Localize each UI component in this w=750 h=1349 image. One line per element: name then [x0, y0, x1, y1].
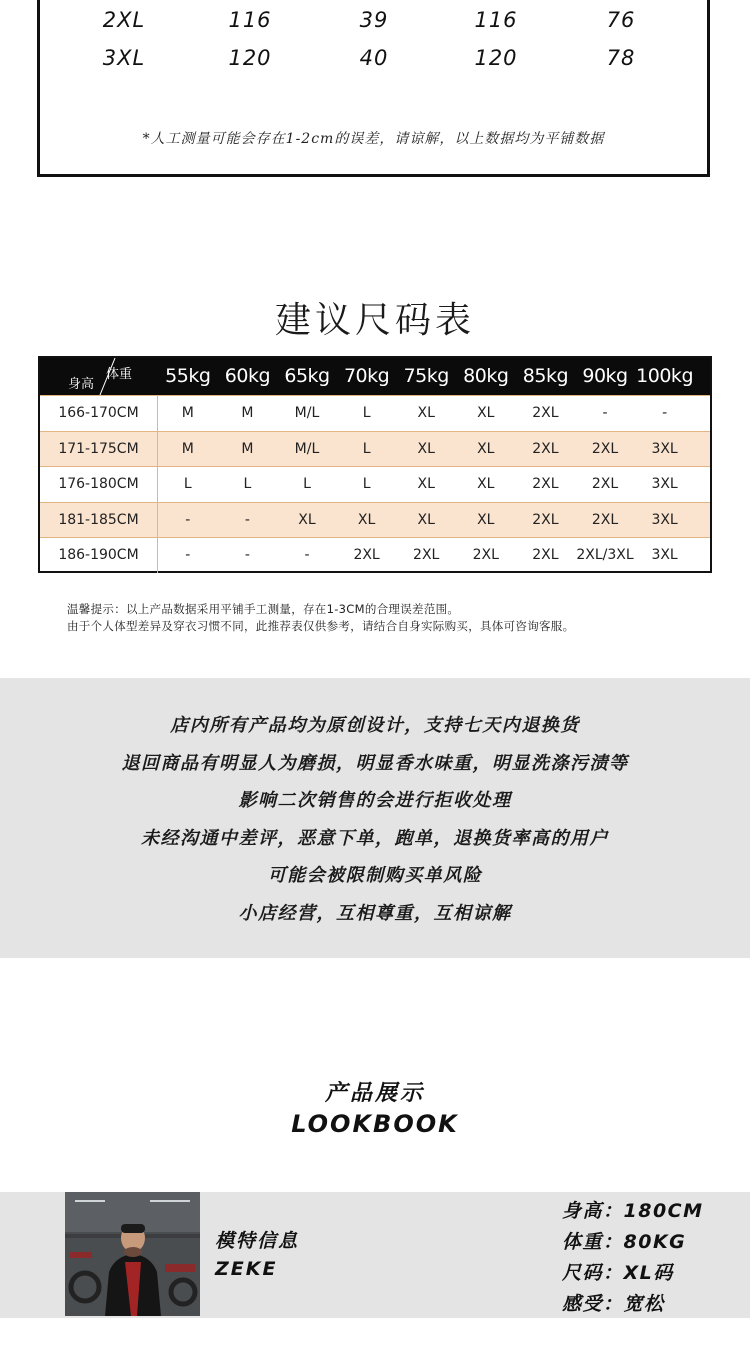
height-range-cell: 176-180CM — [40, 467, 158, 502]
measure-row-2xl — [40, 8, 707, 38]
model-stat-size: 尺码：XL码 — [562, 1262, 674, 1284]
size-cell: XL — [417, 511, 435, 528]
measure-row-3xl — [40, 46, 707, 76]
size-cell: 3XL — [651, 440, 678, 457]
weight-header-cell: 65kg — [284, 365, 330, 387]
size-tip-line-1: 温馨提示：以上产品数据采用平铺手工测量，存在1-3CM的合理误差范围。 — [67, 602, 460, 616]
measure-cell: 40 — [359, 46, 389, 70]
size-cell: XL — [477, 405, 495, 421]
size-cell: M — [241, 440, 254, 457]
size-cell: L — [362, 405, 371, 421]
size-cell: L — [362, 476, 371, 493]
size-tip-line-2: 由于个人体型差异及穿衣习惯不同，此推荐表仅供参考，请结合自身实际购买，具体可咨询客服。 — [67, 619, 575, 633]
measure-cell: 39 — [359, 8, 389, 32]
size-cell: - — [244, 547, 250, 564]
lookbook-title-en: LOOKBOOK — [291, 1110, 459, 1138]
measure-cell: 120 — [474, 46, 518, 70]
measure-cell: 3XL — [102, 46, 146, 70]
policy-line: 店内所有产品均为原创设计，支持七天内退换货 — [170, 715, 580, 736]
size-chart-row — [40, 431, 710, 467]
size-cell: 2XL — [413, 547, 440, 564]
height-range-cell: 186-190CM — [40, 538, 158, 573]
size-cell: L — [303, 476, 311, 493]
size-chart-row — [40, 502, 710, 538]
size-cell: XL — [477, 476, 495, 493]
size-cell: XL — [417, 476, 435, 493]
model-stat-weight: 体重：80KG — [562, 1231, 687, 1253]
weight-header-cell: 85kg — [522, 365, 569, 387]
size-cell: - — [185, 547, 191, 564]
weight-header-cell: 100kg — [636, 365, 694, 387]
size-cell: 2XL — [532, 511, 559, 528]
height-range-cell: 171-175CM — [40, 432, 158, 467]
policy-line: 影响二次销售的会进行拒收处理 — [238, 790, 512, 811]
size-cell: 2XL — [532, 547, 559, 564]
measurement-table — [37, 0, 710, 177]
model-stat-feel: 感受：宽松 — [562, 1293, 665, 1315]
model-photo — [65, 1192, 200, 1316]
policy-line: 未经沟通中差评，恶意下单，跑单，退换货率高的用户 — [141, 828, 609, 849]
measure-cell: 120 — [228, 46, 272, 70]
size-cell: 3XL — [651, 547, 678, 564]
size-cell: 2XL — [591, 511, 619, 528]
weight-header-cell: 80kg — [463, 365, 509, 387]
size-cell: XL — [298, 511, 316, 528]
measure-cell: 2XL — [102, 8, 146, 32]
diagonal-divider-icon — [40, 358, 158, 395]
size-cell: - — [602, 405, 608, 421]
size-cell: - — [244, 511, 250, 528]
policy-line: 可能会被限制购买单风险 — [267, 865, 483, 886]
measure-cell: 116 — [474, 8, 518, 32]
weight-header-cell: 70kg — [343, 365, 390, 387]
size-cell: 3XL — [651, 476, 678, 493]
size-chart-row — [40, 537, 710, 573]
size-cell: M/L — [294, 405, 320, 421]
corner-header — [40, 358, 158, 395]
lookbook-title-cn: 产品展示 — [324, 1081, 425, 1106]
size-cell: XL — [357, 511, 376, 528]
weight-header-cell: 90kg — [582, 365, 628, 387]
size-cell: 2XL — [353, 547, 380, 564]
size-cell: 2XL — [591, 476, 619, 493]
size-cell: - — [185, 511, 191, 528]
size-chart-header — [40, 358, 710, 395]
size-cell: L — [243, 476, 252, 493]
model-stat-height: 身高：180CM — [562, 1200, 704, 1222]
size-chart-row — [40, 466, 710, 502]
size-cell: - — [304, 547, 310, 564]
model-info-label: 模特信息 — [215, 1230, 300, 1252]
size-cell: L — [183, 476, 192, 493]
weight-header-cell: 75kg — [403, 365, 449, 387]
measure-cell: 76 — [606, 8, 636, 32]
size-cell: L — [362, 440, 371, 457]
size-cell: 2XL — [532, 405, 559, 421]
size-cell: 2XL/3XL — [576, 547, 634, 564]
height-range-cell: 166-170CM — [40, 396, 158, 431]
size-cell: 2XL — [472, 547, 499, 564]
size-cell: M/L — [294, 440, 320, 457]
size-cell: M — [241, 405, 254, 421]
size-cell: XL — [417, 405, 435, 421]
size-cell: 2XL — [532, 440, 559, 457]
size-cell: - — [662, 405, 668, 421]
corner-weight-label: 体重 — [106, 367, 133, 382]
size-chart-title: 建议尺码表 — [274, 300, 475, 341]
policy-line: 退回商品有明显人为磨损，明显香水味重，明显洗涤污渍等 — [121, 753, 629, 774]
size-cell: 2XL — [591, 440, 619, 457]
size-cell: XL — [477, 440, 495, 457]
weight-header-cell: 55kg — [165, 365, 211, 387]
size-cell: 2XL — [532, 476, 559, 493]
size-cell: XL — [417, 440, 435, 457]
size-cell: XL — [477, 511, 495, 528]
measurement-note: *人工测量可能会存在1-2cm的误差，请谅解，以上数据均为平铺数据 — [142, 131, 605, 147]
size-chart-table — [38, 356, 712, 573]
size-cell: M — [181, 440, 194, 457]
height-range-cell: 181-185CM — [40, 503, 158, 538]
measure-cell: 116 — [228, 8, 272, 32]
corner-height-label: 身高 — [68, 377, 95, 392]
policy-line: 小店经营，互相尊重，互相谅解 — [238, 903, 512, 924]
weight-header-cell: 60kg — [224, 365, 271, 387]
measure-cell: 78 — [606, 46, 636, 70]
model-name: ZEKE — [215, 1258, 278, 1280]
size-cell: M — [181, 405, 194, 421]
model-info-band — [0, 1192, 750, 1318]
size-chart-row — [40, 395, 710, 431]
model-photo-image — [65, 1192, 200, 1316]
size-cell: 3XL — [651, 511, 678, 528]
return-policy-band — [0, 678, 750, 958]
